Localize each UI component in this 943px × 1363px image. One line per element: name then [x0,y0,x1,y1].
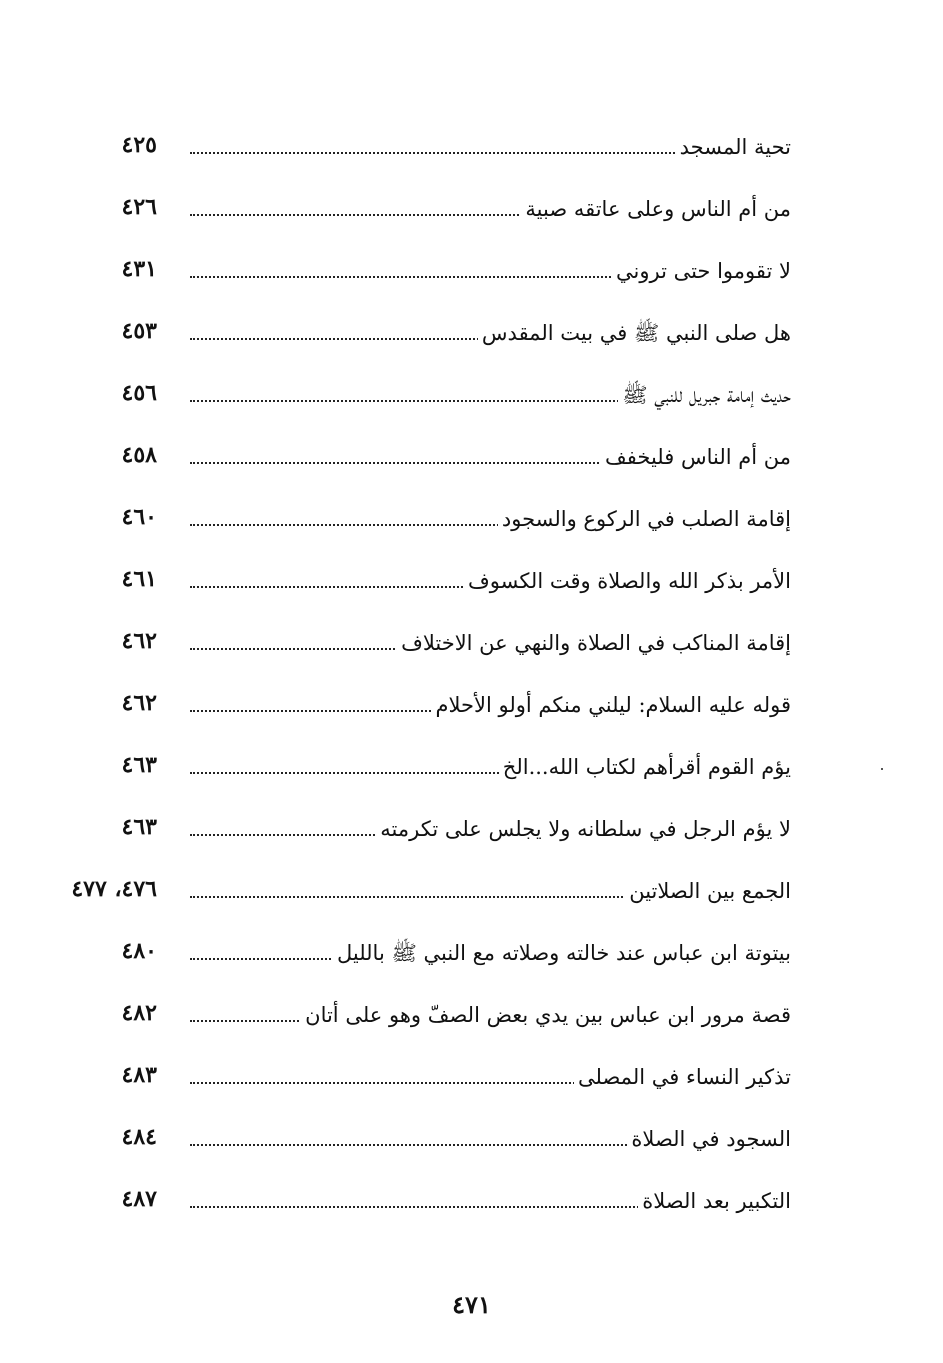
toc-entry-page: ٤٦١ [121,566,157,592]
toc-row [0,550,943,612]
toc-entry-title: من أم الناس فليخفف [601,440,791,474]
toc-row [0,612,943,674]
toc-entry-page: ٤٨٧ [121,1186,157,1212]
toc-entry-title: تذكير النساء في المصلى [574,1060,791,1094]
toc-row [0,984,943,1046]
toc-row [0,798,943,860]
toc-entry-title: من أم الناس وعلى عاتقه صبية [521,192,791,226]
toc-row [0,116,943,178]
toc-entry-title: إقامة الصلب في الركوع والسجود [498,502,791,536]
toc-entry-title: لا تقوموا حتى تروني [612,254,791,288]
toc-row [0,860,943,922]
toc-entry-page: ٤٨٣ [121,1062,157,1088]
toc-row [0,178,943,240]
toc-entry-title: يؤم القوم أقرأهم لكتاب الله...الخ [499,750,791,784]
toc-entry-title: إقامة المناكب في الصلاة والنهي عن الاختلاف [397,626,791,660]
toc-entry-page: ٤٦٢ [121,628,157,654]
toc-entry-title: حديث إمامة جبريل للنبي ﷺ [618,378,791,412]
scan-speck [881,768,883,770]
toc-row [0,302,943,364]
toc-entry-page: ٤٦٣ [121,752,157,778]
toc-entry-page: ٤٦٣ [121,814,157,840]
toc-entry-page: ٤٣١ [121,256,157,282]
toc-entry-title: تحية المسجد [676,130,791,164]
toc-row [0,1046,943,1108]
toc-entry-page: ٤٥٦ [121,380,157,406]
toc-entry-title: الجمع بين الصلاتين [625,874,791,908]
toc-entry-title: الأمر بذكر الله والصلاة وقت الكسوف [464,564,791,598]
toc-entry-page: ٤٦٢ [121,690,157,716]
toc-row [0,674,943,736]
toc-entry-title: قوله عليه السلام: ليلني منكم أولو الأحلام [432,688,791,722]
toc-row [0,240,943,302]
table-of-contents [0,116,943,1232]
toc-entry-title: بيتوتة ابن عباس عند خالته وصلاته مع النبي ﷺ بالليل [333,936,791,970]
toc-entry-page: ٤٢٦ [121,194,157,220]
toc-entry-page: ٤٢٥ [121,132,157,158]
toc-entry-title: السجود في الصلاة [627,1122,791,1156]
toc-row [0,922,943,984]
toc-entry-page: ٤٨٢ [121,1000,157,1026]
toc-entry-page: ٤٨٤ [121,1124,157,1150]
toc-row [0,1108,943,1170]
toc-entry-page: ٤٥٣ [121,318,157,344]
toc-row [0,426,943,488]
toc-entry-title: هل صلى النبي ﷺ في بيت المقدس [478,316,791,350]
toc-entry-title: قصة مرور ابن عباس بين يدي بعض الصفّ وهو على أتان [301,998,791,1032]
toc-entry-title: التكبير بعد الصلاة [638,1184,791,1218]
toc-row [0,1170,943,1232]
toc-entry-page: ٤٥٨ [121,442,157,468]
toc-entry-title: لا يؤم الرجل في سلطانه ولا يجلس على تكرمته [376,812,791,846]
toc-row [0,364,943,426]
toc-entry-page: ٤٨٠ [121,938,157,964]
toc-row [0,736,943,798]
toc-entry-page: ٤٧٦، ٤٧٧ [71,876,157,902]
page-number: ٤٧١ [452,1290,491,1319]
toc-entry-page: ٤٦٠ [121,504,157,530]
toc-row [0,488,943,550]
